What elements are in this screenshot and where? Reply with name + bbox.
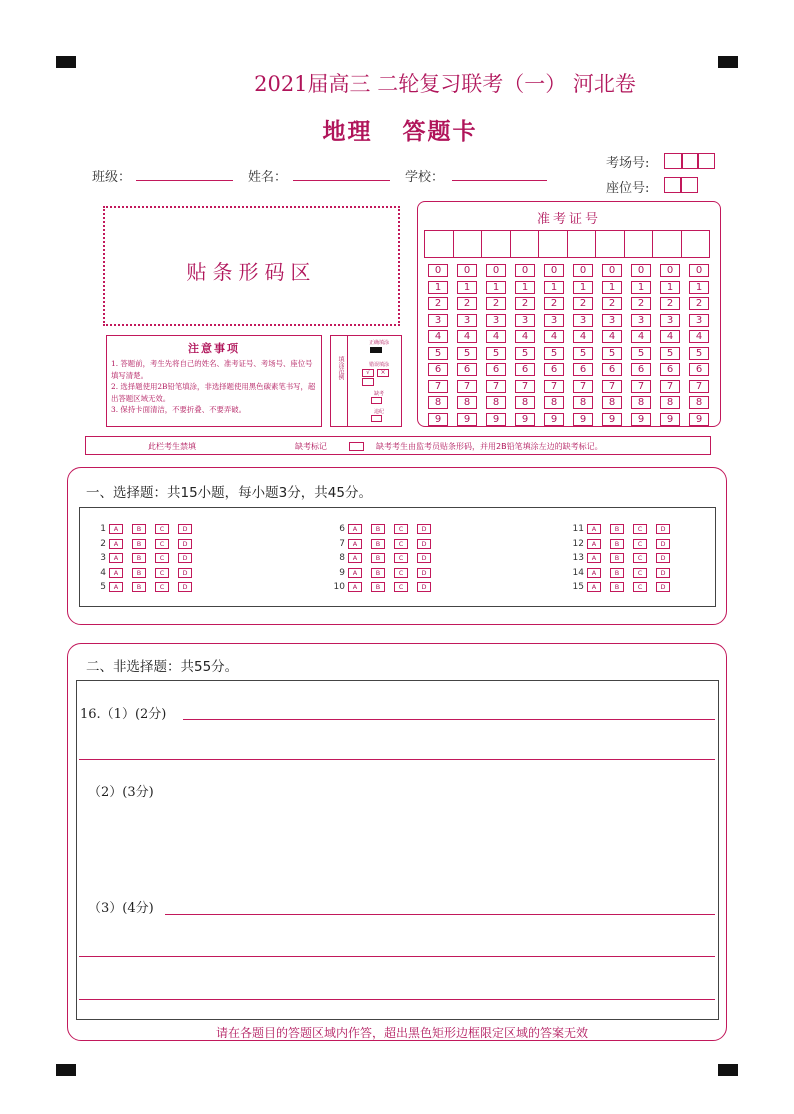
- wrong-fill-check-icon: √: [362, 369, 374, 377]
- admission-digit-bubble[interactable]: 1: [573, 281, 593, 294]
- mc-question-number: 12: [572, 538, 584, 549]
- class-label: 班级：: [92, 170, 132, 185]
- mc-option-bubble[interactable]: B: [132, 539, 146, 549]
- mc-question-row: [570, 568, 679, 578]
- mc-question-number: 5: [100, 582, 106, 592]
- admission-digit-column: [689, 264, 709, 426]
- admission-digit-column: [660, 264, 680, 426]
- mc-option-bubble[interactable]: C: [633, 568, 647, 578]
- mc-option-bubble[interactable]: C: [633, 582, 647, 592]
- admission-digit-bubble[interactable]: 4: [428, 330, 448, 343]
- admission-digit-bubble[interactable]: 8: [486, 396, 506, 409]
- footer-note: 请在各题目的答题区域内作答，超出黑色矩形边框限定区域的答案无效: [215, 1026, 588, 1040]
- admission-digit-column: [573, 264, 593, 426]
- q16-3-answer-line-1[interactable]: [165, 914, 715, 915]
- exam-title: 2021届高三 二轮复习联考（一） 河北卷: [254, 72, 636, 96]
- mc-option-bubble[interactable]: A: [348, 524, 362, 534]
- admission-digit-bubble[interactable]: 6: [515, 363, 535, 376]
- admission-write-boxes: [425, 230, 710, 258]
- barcode-label: 贴条形码区: [186, 260, 317, 284]
- admission-digit-bubble[interactable]: 4: [486, 330, 506, 343]
- admission-digit-bubble[interactable]: 5: [631, 347, 651, 360]
- q16-3-label: （3）(4分): [88, 901, 154, 916]
- mc-option-bubble[interactable]: A: [109, 524, 123, 534]
- mc-option-bubble[interactable]: D: [656, 539, 670, 549]
- mc-option-bubble[interactable]: B: [371, 582, 385, 592]
- mc-question-number: 8: [339, 553, 345, 563]
- admission-box[interactable]: [424, 230, 454, 258]
- admission-box[interactable]: [652, 230, 682, 258]
- q16-3-answer-line-2[interactable]: [79, 956, 715, 957]
- admission-box[interactable]: [567, 230, 597, 258]
- mc-option-bubble[interactable]: D: [178, 582, 192, 592]
- admission-digit-bubble[interactable]: 7: [689, 380, 709, 393]
- mc-option-bubble[interactable]: B: [132, 568, 146, 578]
- mc-question-row: [570, 539, 679, 549]
- absent-label: 缺考: [373, 391, 384, 397]
- sheet-subtitle: 地理 答题卡: [322, 119, 478, 145]
- registration-mark-top-left: [56, 56, 76, 68]
- mc-option-bubble[interactable]: D: [417, 553, 431, 563]
- admission-digit-bubble[interactable]: 6: [573, 363, 593, 376]
- absence-mark-box[interactable]: [349, 442, 364, 451]
- strip-forbidden-label: 此栏考生禁填: [148, 442, 196, 451]
- admission-digit-bubble[interactable]: 8: [631, 396, 651, 409]
- seat-box-2[interactable]: [680, 177, 698, 193]
- section1-title: 一、选择题：共15小题，每小题3分，共45分。: [86, 485, 372, 501]
- mc-option-bubble[interactable]: D: [656, 568, 670, 578]
- mc-option-bubble[interactable]: C: [394, 524, 408, 534]
- mc-question-row: [331, 582, 440, 592]
- mc-option-bubble[interactable]: D: [417, 524, 431, 534]
- admission-digit-column: [515, 264, 535, 426]
- mc-option-bubble[interactable]: D: [417, 539, 431, 549]
- admission-digit-bubble[interactable]: 0: [428, 264, 448, 277]
- admission-box[interactable]: [538, 230, 568, 258]
- admission-digit-bubble[interactable]: 0: [486, 264, 506, 277]
- mc-option-bubble[interactable]: B: [371, 524, 385, 534]
- mc-option-bubble[interactable]: A: [348, 553, 362, 563]
- absence-note: 缺考考生由监考员贴条形码，并用2B铅笔填涂左边的缺考标记。: [376, 442, 603, 451]
- mc-option-bubble[interactable]: D: [178, 553, 192, 563]
- mc-option-bubble[interactable]: C: [155, 524, 169, 534]
- admission-digit-bubble[interactable]: 1: [515, 281, 535, 294]
- section2-title: 二、非选择题：共55分。: [86, 659, 239, 675]
- admission-digit-bubble[interactable]: 9: [486, 413, 506, 426]
- mc-option-bubble[interactable]: A: [587, 539, 601, 549]
- admission-digit-bubble[interactable]: 8: [660, 396, 680, 409]
- admission-digit-bubble[interactable]: 3: [689, 314, 709, 327]
- mc-option-bubble[interactable]: C: [155, 539, 169, 549]
- admission-digit-bubble[interactable]: 9: [515, 413, 535, 426]
- admission-digit-bubble[interactable]: 7: [428, 380, 448, 393]
- multiple-choice-answer-box: [79, 507, 716, 607]
- mc-option-bubble[interactable]: B: [132, 553, 146, 563]
- notice-box: [106, 335, 322, 427]
- section-multiple-choice: [67, 467, 727, 625]
- admission-digit-bubble[interactable]: 2: [457, 297, 477, 310]
- q16-2-label: （2）(3分): [88, 785, 154, 800]
- mc-question-row: [570, 582, 679, 592]
- admission-digit-bubble[interactable]: 1: [660, 281, 680, 294]
- admission-digit-bubble[interactable]: 1: [457, 281, 477, 294]
- barcode-area: [103, 206, 400, 326]
- admission-bubble-grid: [428, 264, 709, 426]
- admission-digit-column: [486, 264, 506, 426]
- admission-digit-bubble[interactable]: 9: [428, 413, 448, 426]
- admission-digit-bubble[interactable]: 6: [544, 363, 564, 376]
- mc-option-bubble[interactable]: A: [109, 553, 123, 563]
- admission-digit-bubble[interactable]: 6: [428, 363, 448, 376]
- admission-digit-bubble[interactable]: 0: [544, 264, 564, 277]
- admission-digit-bubble[interactable]: 4: [660, 330, 680, 343]
- mc-option-bubble[interactable]: A: [348, 582, 362, 592]
- class-field[interactable]: [136, 164, 233, 181]
- admission-digit-bubble[interactable]: 2: [544, 297, 564, 310]
- admission-digit-bubble[interactable]: 5: [689, 347, 709, 360]
- admission-digit-bubble[interactable]: 3: [486, 314, 506, 327]
- admission-digit-bubble[interactable]: 8: [515, 396, 535, 409]
- mc-question-row: [92, 553, 201, 563]
- registration-mark-top-right: [718, 56, 738, 68]
- mc-option-bubble[interactable]: B: [610, 568, 624, 578]
- mc-question-number: 1: [100, 524, 106, 534]
- admission-digit-bubble[interactable]: 0: [602, 264, 622, 277]
- admission-digit-bubble[interactable]: 2: [486, 297, 506, 310]
- admission-digit-bubble[interactable]: 9: [457, 413, 477, 426]
- admission-digit-bubble[interactable]: 5: [486, 347, 506, 360]
- admission-digit-bubble[interactable]: 0: [660, 264, 680, 277]
- mc-question-number: 14: [572, 567, 584, 578]
- admission-digit-bubble[interactable]: 9: [631, 413, 651, 426]
- mc-option-bubble[interactable]: D: [178, 539, 192, 549]
- mc-option-bubble[interactable]: D: [656, 582, 670, 592]
- admission-digit-bubble[interactable]: 7: [486, 380, 506, 393]
- admission-digit-bubble[interactable]: 7: [631, 380, 651, 393]
- mc-option-bubble[interactable]: C: [394, 582, 408, 592]
- mc-question-number: 2: [100, 538, 106, 549]
- mc-option-bubble[interactable]: A: [109, 539, 123, 549]
- admission-digit-bubble[interactable]: 5: [428, 347, 448, 360]
- exam-room-box-3[interactable]: [697, 153, 715, 169]
- admission-digit-bubble[interactable]: 4: [573, 330, 593, 343]
- q16-1-answer-line-1[interactable]: [183, 719, 715, 720]
- wrong-fill-label: 错误填涂: [368, 362, 389, 368]
- registration-mark-bottom-left: [56, 1064, 76, 1076]
- admission-digit-bubble[interactable]: 3: [515, 314, 535, 327]
- admission-digit-bubble[interactable]: 8: [457, 396, 477, 409]
- school-field[interactable]: [452, 164, 547, 181]
- fill-example-box: [330, 335, 402, 427]
- admission-digit-bubble[interactable]: 8: [602, 396, 622, 409]
- admission-digit-bubble[interactable]: 8: [573, 396, 593, 409]
- mc-question-number: 7: [339, 538, 345, 549]
- admission-digit-bubble[interactable]: 8: [544, 396, 564, 409]
- mc-option-bubble[interactable]: C: [155, 582, 169, 592]
- admission-digit-bubble[interactable]: 2: [631, 297, 651, 310]
- admission-digit-bubble[interactable]: 5: [660, 347, 680, 360]
- mc-option-bubble[interactable]: B: [610, 524, 624, 534]
- admission-digit-bubble[interactable]: 3: [544, 314, 564, 327]
- admission-digit-bubble[interactable]: 1: [631, 281, 651, 294]
- admission-digit-bubble[interactable]: 3: [631, 314, 651, 327]
- mc-question-row: [92, 582, 201, 592]
- mc-question-number: 15: [572, 582, 584, 592]
- absence-strip: [85, 436, 711, 455]
- notice-line-2: 2. 选择题使用2B铅笔填涂，非选择题使用黑色碳素笔书写，超出答题区域无效。: [111, 382, 316, 403]
- notice-line-3: 3. 保持卡面清洁，不要折叠、不要弄破。: [111, 405, 247, 414]
- seat-label: 座位号:: [606, 181, 650, 196]
- admission-digit-column: [602, 264, 622, 426]
- mc-option-bubble[interactable]: B: [371, 568, 385, 578]
- admission-digit-bubble[interactable]: 7: [515, 380, 535, 393]
- absence-mark-label: 缺考标记: [295, 442, 327, 451]
- mc-option-bubble[interactable]: B: [610, 539, 624, 549]
- notice-body: [111, 358, 317, 416]
- mc-option-bubble[interactable]: C: [394, 553, 408, 563]
- name-field[interactable]: [293, 164, 390, 181]
- admission-digit-bubble[interactable]: 4: [515, 330, 535, 343]
- admission-title: 准考证号: [536, 212, 601, 227]
- admission-digit-bubble[interactable]: 5: [515, 347, 535, 360]
- admission-digit-bubble[interactable]: 6: [486, 363, 506, 376]
- mc-option-bubble[interactable]: D: [417, 582, 431, 592]
- mc-option-bubble[interactable]: D: [178, 524, 192, 534]
- admission-digit-bubble[interactable]: 3: [457, 314, 477, 327]
- q16-2-answer-area[interactable]: [79, 799, 715, 889]
- admission-digit-bubble[interactable]: 3: [660, 314, 680, 327]
- admission-digit-bubble[interactable]: 1: [602, 281, 622, 294]
- mc-option-bubble[interactable]: C: [155, 553, 169, 563]
- admission-digit-bubble[interactable]: 9: [573, 413, 593, 426]
- mc-option-bubble[interactable]: A: [109, 568, 123, 578]
- admission-digit-bubble[interactable]: 6: [602, 363, 622, 376]
- mc-question-number: 6: [339, 524, 345, 534]
- mc-question-row: [331, 553, 440, 563]
- admission-digit-bubble[interactable]: 3: [428, 314, 448, 327]
- mc-question-number: 9: [339, 567, 345, 578]
- mc-option-bubble[interactable]: D: [656, 524, 670, 534]
- admission-digit-bubble[interactable]: 9: [544, 413, 564, 426]
- section-free-response: [67, 643, 727, 1041]
- mc-option-bubble[interactable]: B: [610, 582, 624, 592]
- admission-digit-bubble[interactable]: 6: [689, 363, 709, 376]
- cheat-label: 违纪: [373, 409, 384, 415]
- mc-question-number: 13: [572, 553, 584, 563]
- mc-option-bubble[interactable]: C: [155, 568, 169, 578]
- admission-digit-bubble[interactable]: 9: [602, 413, 622, 426]
- free-response-answer-box: [76, 680, 719, 1020]
- admission-digit-bubble[interactable]: 2: [689, 297, 709, 310]
- mc-question-row: [92, 568, 201, 578]
- admission-digit-bubble[interactable]: 3: [602, 314, 622, 327]
- q16-3-answer-line-3[interactable]: [79, 999, 715, 1000]
- admission-box[interactable]: [681, 230, 711, 258]
- admission-number-panel: [417, 201, 721, 427]
- fill-example-side-label: 填涂范例: [337, 356, 344, 380]
- mc-option-bubble[interactable]: C: [394, 539, 408, 549]
- admission-digit-bubble[interactable]: 2: [428, 297, 448, 310]
- mc-option-bubble[interactable]: B: [371, 553, 385, 563]
- notice-title: 注意事项: [188, 342, 240, 355]
- admission-digit-bubble[interactable]: 3: [573, 314, 593, 327]
- mc-question-row: [570, 524, 679, 534]
- admission-digit-bubble[interactable]: 6: [457, 363, 477, 376]
- mc-option-bubble[interactable]: A: [587, 582, 601, 592]
- admission-digit-bubble[interactable]: 2: [515, 297, 535, 310]
- admission-digit-bubble[interactable]: 2: [660, 297, 680, 310]
- admission-digit-bubble[interactable]: 4: [689, 330, 709, 343]
- mc-question-number: 11: [572, 524, 584, 534]
- mc-question-number: 3: [100, 553, 106, 563]
- mc-option-bubble[interactable]: D: [178, 568, 192, 578]
- mc-option-bubble[interactable]: B: [132, 582, 146, 592]
- admission-digit-column: [428, 264, 448, 426]
- admission-digit-bubble[interactable]: 1: [486, 281, 506, 294]
- mc-question-row: [92, 539, 201, 549]
- mc-option-bubble[interactable]: A: [348, 539, 362, 549]
- mc-question-row: [92, 524, 201, 534]
- admission-digit-bubble[interactable]: 2: [573, 297, 593, 310]
- admission-digit-bubble[interactable]: 9: [689, 413, 709, 426]
- mc-question-number: 10: [333, 582, 345, 592]
- admission-box[interactable]: [481, 230, 511, 258]
- admission-box[interactable]: [595, 230, 625, 258]
- admission-digit-bubble[interactable]: 7: [544, 380, 564, 393]
- admission-box[interactable]: [453, 230, 483, 258]
- mc-question-row: [570, 553, 679, 563]
- mc-option-bubble[interactable]: C: [394, 568, 408, 578]
- mc-option-bubble[interactable]: B: [132, 524, 146, 534]
- admission-digit-bubble[interactable]: 7: [660, 380, 680, 393]
- admission-digit-bubble[interactable]: 8: [689, 396, 709, 409]
- admission-digit-bubble[interactable]: 2: [602, 297, 622, 310]
- registration-mark-bottom-right: [718, 1064, 738, 1076]
- mc-option-bubble[interactable]: A: [587, 553, 601, 563]
- school-label: 学校：: [405, 170, 445, 185]
- admission-digit-bubble[interactable]: 0: [515, 264, 535, 277]
- wrong-fill-empty-icon: [362, 378, 374, 386]
- mc-question-row: [331, 539, 440, 549]
- mc-option-bubble[interactable]: C: [633, 539, 647, 549]
- mc-question-number: 4: [100, 567, 106, 578]
- mc-option-bubble[interactable]: D: [417, 568, 431, 578]
- name-label: 姓名：: [248, 170, 288, 185]
- exam-room-label: 考场号:: [606, 156, 650, 171]
- mc-option-bubble[interactable]: D: [656, 553, 670, 563]
- admission-digit-column: [457, 264, 477, 426]
- admission-digit-bubble[interactable]: 1: [689, 281, 709, 294]
- admission-digit-bubble[interactable]: 4: [602, 330, 622, 343]
- admission-digit-bubble[interactable]: 0: [573, 264, 593, 277]
- mc-option-bubble[interactable]: C: [633, 553, 647, 563]
- cheat-box: [371, 415, 382, 422]
- admission-digit-bubble[interactable]: 6: [631, 363, 651, 376]
- mc-question-row: [331, 524, 440, 534]
- correct-fill-swatch: [370, 347, 382, 353]
- admission-digit-column: [631, 264, 651, 426]
- admission-digit-bubble[interactable]: 0: [457, 264, 477, 277]
- mc-option-bubble[interactable]: A: [109, 582, 123, 592]
- admission-digit-bubble[interactable]: 5: [457, 347, 477, 360]
- admission-digit-bubble[interactable]: 1: [428, 281, 448, 294]
- admission-box[interactable]: [624, 230, 654, 258]
- admission-digit-bubble[interactable]: 4: [457, 330, 477, 343]
- admission-digit-bubble[interactable]: 7: [602, 380, 622, 393]
- absent-box: [371, 397, 382, 404]
- admission-digit-column: [544, 264, 564, 426]
- mc-option-bubble[interactable]: A: [587, 568, 601, 578]
- admission-digit-bubble[interactable]: 4: [631, 330, 651, 343]
- q16-1-answer-line-2[interactable]: [79, 759, 715, 760]
- admission-digit-bubble[interactable]: 9: [660, 413, 680, 426]
- q16-1-label: 16.（1）(2分): [80, 707, 167, 722]
- correct-fill-label: 正确填涂: [368, 340, 389, 346]
- notice-line-1: 1. 答题前，考生先将自己的姓名、准考证号、考场号、座位号填写清楚。: [111, 359, 313, 380]
- mc-option-bubble[interactable]: B: [371, 539, 385, 549]
- mc-option-bubble[interactable]: A: [348, 568, 362, 578]
- admission-digit-bubble[interactable]: 0: [689, 264, 709, 277]
- admission-digit-bubble[interactable]: 0: [631, 264, 651, 277]
- admission-digit-bubble[interactable]: 1: [544, 281, 564, 294]
- mc-option-bubble[interactable]: B: [610, 553, 624, 563]
- admission-digit-bubble[interactable]: 7: [573, 380, 593, 393]
- admission-digit-bubble[interactable]: 5: [573, 347, 593, 360]
- admission-box[interactable]: [510, 230, 540, 258]
- admission-digit-bubble[interactable]: 4: [544, 330, 564, 343]
- mc-question-row: [331, 568, 440, 578]
- admission-digit-bubble[interactable]: 7: [457, 380, 477, 393]
- mc-option-bubble[interactable]: C: [633, 524, 647, 534]
- admission-digit-bubble[interactable]: 8: [428, 396, 448, 409]
- admission-digit-bubble[interactable]: 5: [544, 347, 564, 360]
- admission-digit-bubble[interactable]: 5: [602, 347, 622, 360]
- wrong-fill-cross-icon: ×: [377, 369, 389, 377]
- admission-digit-bubble[interactable]: 6: [660, 363, 680, 376]
- mc-option-bubble[interactable]: A: [587, 524, 601, 534]
